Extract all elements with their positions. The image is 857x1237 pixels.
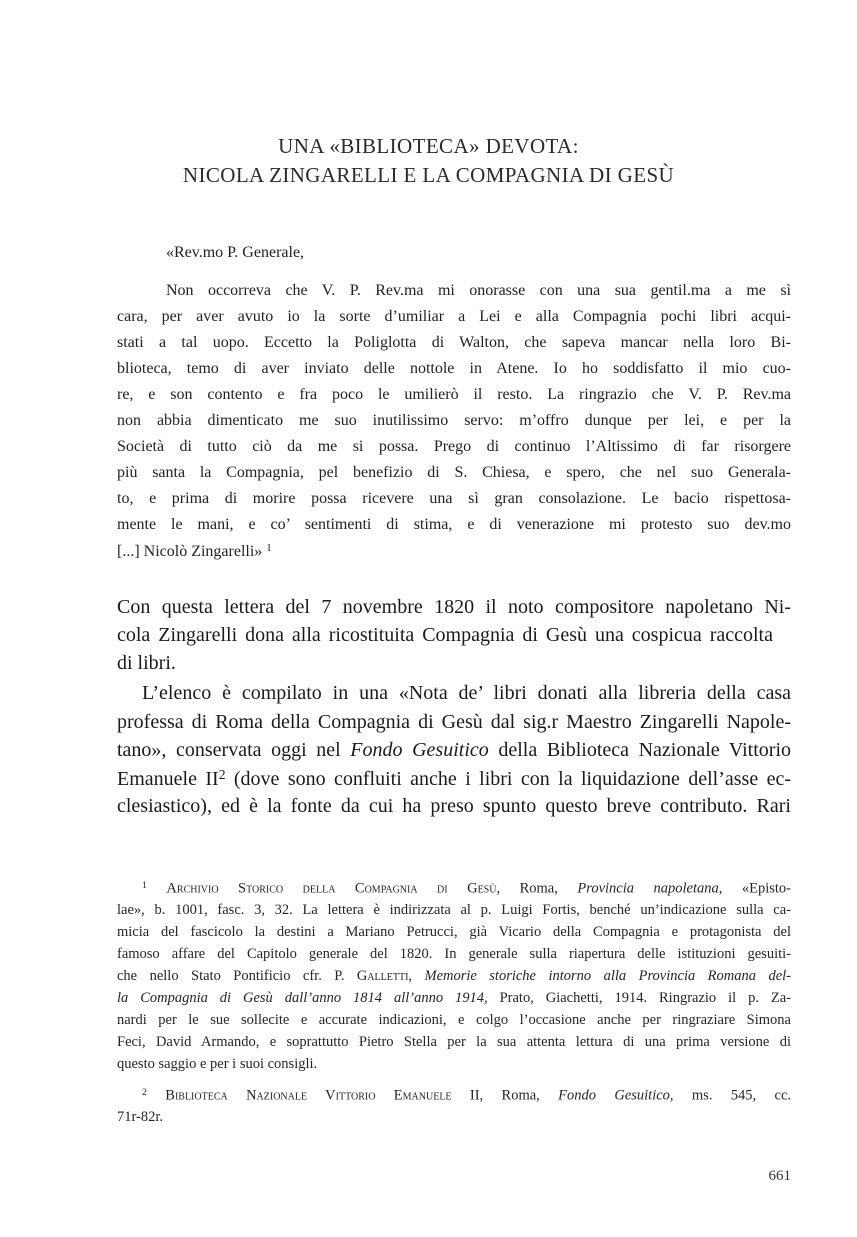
footnote-line: che nello Stato Pontificio cfr. P. Galletti, Memorie storiche intorno alla Provincia Romana del- (117, 968, 792, 984)
author-name: Galletti (356, 968, 409, 984)
footnote-line: famoso affare del Capitolo generale del 1820. In generale sulla riapertura delle istituzioni gesuiti- (117, 946, 791, 962)
title-line-1: UNA «BIBLIOTECA» DEVOTA: (278, 134, 579, 158)
page-number: 661 (768, 1168, 791, 1184)
quote-line (117, 543, 791, 560)
footnote-line: nardi per le sue sollecite e accurate indicazioni, e colgo l’occasione anche per ringraziare Simona (117, 1012, 791, 1028)
footnote-text: che nello Stato Pontificio cfr. P. (117, 968, 345, 984)
quote-line: cara, per aver avuto io la sorte d’umiliar a Lei e alla Compagnia pochi libri acqui- (117, 308, 791, 325)
footnote-italic: la Compagnia di Gesù dall’anno 1814 all’anno 1914, (117, 990, 488, 1006)
letter-salutation: «Rev.mo P. Generale, (166, 244, 305, 261)
footnote-text: , «Episto- (718, 880, 792, 897)
body-line (117, 768, 791, 789)
quote-line: Società di tutto ciò da me si possa. Prego di continuo l’Altissimo di far risorgere (117, 438, 791, 455)
footnote-line: micia del fascicolo la destini a Mariano Petrucci, già Vicario della Compagnia e protagonista del (117, 924, 791, 940)
footnote-italic: Fondo Gesuitico (558, 1087, 670, 1104)
footnote-italic: Provincia napoletana (577, 880, 719, 897)
footnote-line: lae», b. 1001, fasc. 3, 32. La lettera è indirizzata al p. Luigi Fortis, benché un’indicazione sulla ca- (117, 902, 791, 918)
footnote-line (142, 1088, 791, 1103)
footnote-line: questo saggio e per i suoi consigli. (117, 1056, 318, 1072)
body-text: Emanuele II (117, 768, 219, 791)
quote-line: to, e prima di morire possa ricevere una sì gran consolazione. Le bacio rispettosa- (117, 490, 791, 507)
footnote-text: , Roma, (496, 880, 558, 897)
footnote-text: , Roma, (479, 1087, 540, 1104)
quote-line: non abbia dimenticato me suo inutilissimo servo: m’offro dunque per lei, e per la (117, 412, 791, 429)
quote-line: stati a tal uopo. Eccetto la Poliglotta di Walton, che sapeva mancar nella loro Bi- (117, 334, 791, 351)
body-text: (dove sono confluiti anche i libri con la liquidazione dell’asse ec- (233, 768, 792, 791)
footnote-ref-1: 1 (266, 542, 272, 554)
body-line: cola Zingarelli dona alla ricostituita Compagnia di Gesù una cospicua raccolta (117, 624, 773, 646)
footnote-ref-2: 2 (218, 767, 226, 782)
body-line: di libri. (117, 652, 176, 674)
body-line: professa di Roma della Compagnia di Gesù dal sig.r Maestro Zingarelli Napole- (117, 711, 791, 733)
footnote-text: , ms. 545, cc. (669, 1087, 792, 1104)
footnote-italic: Memorie storiche intorno alla Provincia Romana del- (424, 968, 792, 984)
title-line-2: NICOLA ZINGARELLI E LA COMPAGNIA DI GESÙ (182, 163, 675, 187)
archive-name: Archivio Storico della Compagnia di Gesù (166, 880, 497, 897)
footnote-number: 1 (142, 880, 147, 891)
body-line: L’elenco è compilato in una «Nota de’ libri donati alla libreria della casa (142, 682, 791, 704)
body-text: della Biblioteca Nazionale Vittorio (498, 739, 792, 761)
footnote-number: 2 (142, 1087, 147, 1098)
quote-line: re, e son contento e fra poco le umilierò il resto. La ringrazio che V. P. Rev.ma (117, 386, 791, 403)
quote-line: Non occorreva che V. P. Rev.ma mi onorasse con una sua gentil.ma a me sì (166, 282, 791, 299)
footnote-line: 71r-82r. (117, 1109, 164, 1125)
footnote-line: Feci, David Armando, e soprattutto Pietro Stella per la sua attenta lettura di una prima versione di (117, 1034, 791, 1050)
quote-line: blioteca, temo di aver inviato delle nottole in Atene. Io ho soddisfatto il mio cuo- (117, 360, 791, 377)
footnote-text: Prato, Giachetti, 1914. Ringrazio il p. Za- (499, 990, 792, 1006)
body-text: tano», conservata oggi nel (117, 739, 341, 761)
quote-line: mente le mani, e co’ sentimenti di stima, e di venerazione mi protesto suo dev.mo (117, 516, 791, 533)
footnote-line (117, 991, 791, 1006)
footnote-line (142, 881, 791, 896)
quote-line: più santa la Compagnia, pel benefizio di S. Chiesa, e spero, che nel suo Generala- (117, 464, 791, 481)
body-line: Con questa lettera del 7 novembre 1820 il noto compositore napoletano Ni- (117, 596, 791, 618)
body-line (117, 740, 791, 760)
fondo-gesuitico-italic: Fondo Gesuitico (350, 739, 489, 761)
library-name: Biblioteca Nazionale Vittorio Emanuele II (165, 1087, 480, 1104)
body-line: clesiastico), ed è la fonte da cui ha preso spunto questo breve contributo. Rari (117, 795, 791, 817)
quote-signature: [...] Nicolò Zingarelli» (117, 542, 263, 560)
